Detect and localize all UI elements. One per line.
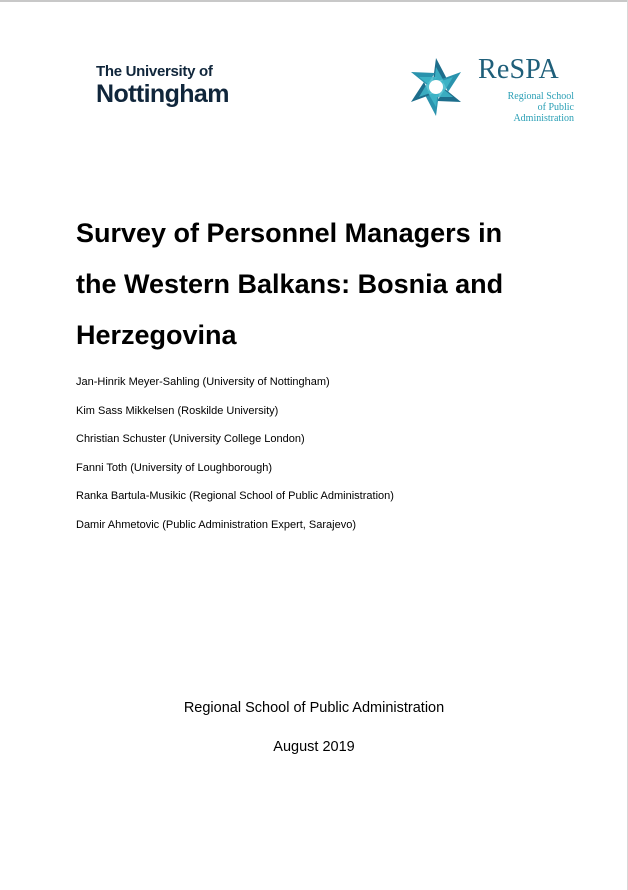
author-list xyxy=(76,375,394,547)
author-item: Jan-Hinrik Meyer-Sahling (University of Nottingham) xyxy=(76,376,330,388)
publishing-organization: Regional School of Public Administration xyxy=(183,700,445,716)
respa-star-icon xyxy=(406,56,466,118)
respa-logo-subtitle-line2: of Public Administration xyxy=(513,102,574,124)
publication-date: August 2019 xyxy=(273,739,355,755)
author-item: Christian Schuster (University College London) xyxy=(76,433,305,446)
respa-logo xyxy=(406,54,578,124)
document-title xyxy=(76,208,576,361)
author-item: Fanni Toth (University of Loughborough) xyxy=(76,461,273,474)
nottingham-logo-line1: The University of xyxy=(96,63,213,80)
author-item: Ranka Bartula-Musikic (Regional School of Public Administration) xyxy=(76,490,394,503)
document-title-line1: Survey of Personnel Managers in xyxy=(76,218,503,248)
author-item: Kim Sass Mikkelsen (Roskilde University) xyxy=(76,404,279,417)
document-title-line3: Herzegovina xyxy=(76,320,237,350)
author-item: Damir Ahmetovic (Public Administration Expert, Sarajevo) xyxy=(76,518,356,531)
university-of-nottingham-logo xyxy=(96,64,229,107)
respa-logo-subtitle xyxy=(478,91,574,124)
nottingham-logo-line2: Nottingham xyxy=(96,80,229,108)
respa-logo-subtitle-line1: Regional School xyxy=(507,91,574,102)
document-title-line2: the Western Balkans: Bosnia and xyxy=(76,269,504,299)
respa-logo-name: ReSPA xyxy=(478,54,559,85)
page-top-border xyxy=(0,0,628,2)
